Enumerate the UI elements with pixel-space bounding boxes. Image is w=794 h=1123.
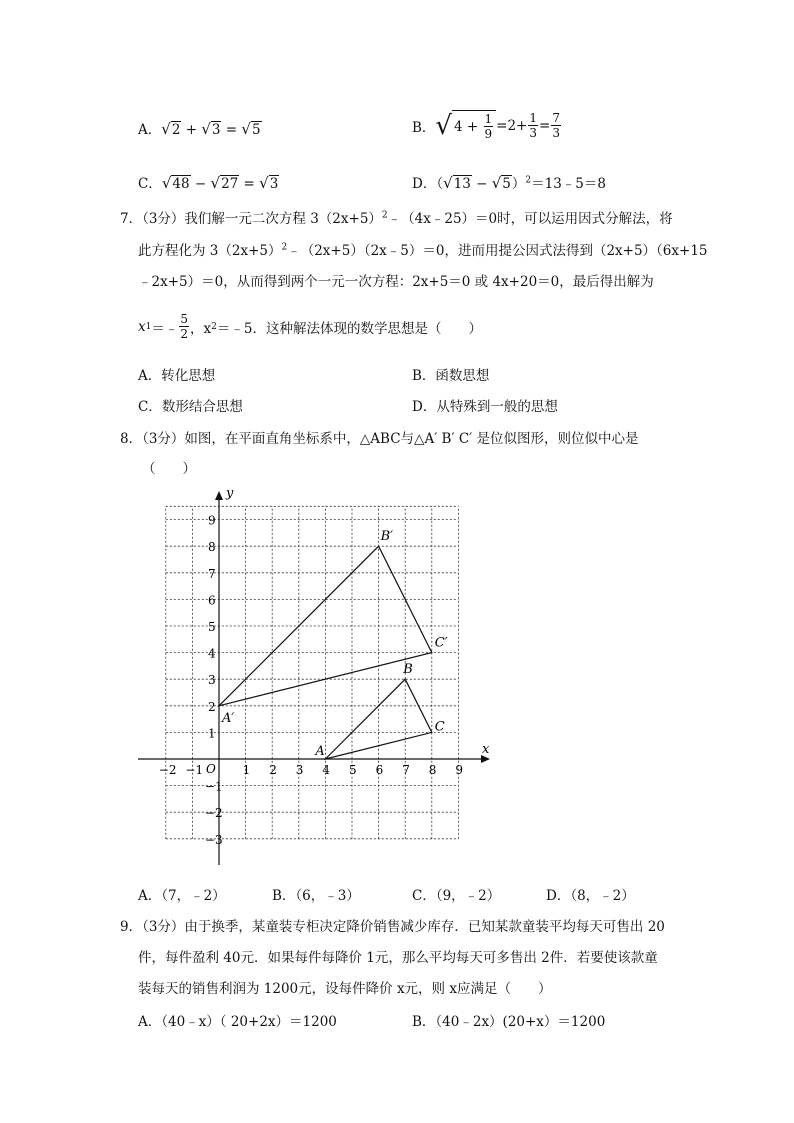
radicand: 5: [251, 122, 261, 138]
y-tick-label: −2: [205, 806, 223, 821]
x-tick-label: 4: [322, 763, 331, 777]
denominator: 3: [529, 126, 537, 140]
y-tick-label: 8: [208, 540, 216, 555]
point-label: B: [403, 662, 413, 678]
y-tick-label: −1: [205, 779, 223, 794]
q9-line-2: 件，每件盈利 40元．如果每件每降价 1元，那么平均每天可多售出 2件．若要使该款童: [138, 950, 658, 966]
q8-option-c: C．（9，﹣2）: [412, 888, 501, 904]
y-axis-label: y: [226, 486, 234, 501]
q9-option-b: B．（40﹣2x）(20+x）＝1200: [412, 1014, 606, 1030]
denominator: 3: [552, 126, 560, 140]
q7-option-d: D．从特殊到一般的思想: [412, 399, 558, 415]
equals: =: [539, 117, 551, 134]
sqrt-term: √5: [241, 120, 261, 138]
q8-line-1: 8．（3分）如图，在平面直角坐标系中，△ABC与△A′ B′ C′ 是位似图形，则位似中心是: [120, 431, 639, 447]
sqrt-term: √27: [210, 174, 239, 192]
x-tick-label: 2: [269, 763, 277, 777]
y-tick-labels: [205, 514, 223, 847]
radicand-int: 4: [454, 118, 463, 135]
sqrt-term: √3: [259, 174, 279, 192]
radicand: 27: [221, 176, 239, 192]
numerator: 5: [180, 312, 188, 326]
text: ＝﹣5．这种解法体现的数学思想是（ ）: [216, 320, 482, 337]
expr-rest: ＝13﹣5＝8: [531, 176, 606, 192]
numerator: 1: [529, 111, 537, 125]
q8-option-b: B．（6，﹣3）: [272, 888, 360, 904]
x-tick-label: −2: [158, 763, 177, 777]
q7-option-c: C．数形结合思想: [138, 399, 243, 415]
q7-line-3: ﹣2x+5）＝0，从而得到两个一元一次方程：2x+5＝0 或 4x+20＝0，最后得出解为: [138, 274, 654, 290]
y-tick-label: 3: [208, 673, 216, 688]
point-labels: [221, 529, 448, 759]
radicand: 3: [269, 176, 279, 192]
sqrt-term: √13: [443, 174, 471, 192]
q6-option-a: A．√2 + √3 = √5: [138, 120, 261, 138]
triangle-abc: [325, 679, 431, 759]
option-label: C．: [138, 176, 162, 192]
var: x: [138, 318, 146, 335]
x-tick-label: −1: [185, 763, 204, 777]
q7-option-b: B．函数思想: [412, 368, 490, 384]
x-tick-label: 8: [428, 763, 437, 777]
sqrt-term: √2: [161, 120, 181, 138]
y-tick-label: 1: [208, 726, 216, 741]
y-tick-label: 7: [208, 566, 216, 581]
x-axis-label: x: [482, 742, 490, 757]
q6-option-d: D．$(√13 - √5)^2=13﹣5=8$: [412, 174, 606, 192]
q8-option-d: D．（8，﹣2）: [546, 888, 635, 904]
q9-line-1: 9．（3分）由于换季，某童装专柜决定降价销售减少库存．已知某款童装平均每天可售出 20: [120, 919, 665, 935]
text: ﹣（4x﹣25）＝0时，可以运用因式分解法，将: [387, 211, 673, 227]
x-tick-label: 3: [295, 763, 304, 777]
option-label: D．（: [412, 176, 444, 192]
y-tick-label: 4: [208, 646, 216, 661]
point-label: A′: [222, 710, 235, 726]
radicand: 3: [211, 122, 221, 138]
text: ＝﹣: [151, 320, 179, 337]
denominator: 9: [484, 127, 493, 141]
point-label: B′: [380, 529, 394, 545]
q7-option-a: A．转化思想: [138, 368, 216, 384]
point-label: C′: [434, 635, 448, 651]
point-label: C: [434, 719, 445, 735]
text: ，x: [190, 320, 212, 337]
option-label: B．: [412, 119, 436, 136]
q9-line-3: 装每天的销售利润为 1200元，设每件降价 x元，则 x应满足（ ）: [138, 981, 552, 997]
text: 7．（3分）我们解一元二次方程 3（2x+5）: [120, 211, 382, 227]
text: 此方程化为 3（2x+5）: [138, 243, 282, 259]
sqrt-term: √5: [491, 174, 511, 192]
numerator: 7: [552, 111, 560, 125]
radicand: 2: [171, 122, 181, 138]
x-tick-label: 7: [402, 763, 410, 777]
denominator: 2: [180, 327, 188, 341]
x-tick-label: 5: [349, 763, 357, 777]
radicand: 5: [502, 176, 511, 192]
x-tick-labels: [159, 763, 463, 777]
subscript: 2: [211, 321, 217, 332]
radicand: 13: [453, 176, 471, 192]
text: ﹣（2x+5）（2x﹣5）＝0，进而用提公因式法得到（2x+5）（6x+15: [287, 243, 708, 259]
x-tick-label: 9: [455, 763, 464, 777]
sqrt-term: √48: [161, 174, 190, 192]
numerator: 1: [484, 112, 493, 126]
origin-label: O: [206, 762, 216, 776]
exponent: 2: [525, 175, 532, 186]
y-tick-label: 9: [208, 513, 216, 528]
exponent: 2: [381, 210, 388, 221]
q8-option-a: A．（7，﹣2）: [138, 888, 226, 904]
sqrt-term: √3: [201, 120, 221, 138]
subscript: 1: [145, 321, 152, 332]
q9-option-a: A．（40﹣x）（ 20+2x）＝1200: [138, 1014, 337, 1030]
point-label: A: [315, 744, 325, 759]
y-tick-label: 2: [208, 699, 216, 714]
q6-option-c: C．√48 − √27 = √3: [138, 174, 279, 192]
y-tick-label: 5: [208, 620, 216, 634]
y-tick-label: 6: [208, 593, 216, 608]
q6-option-b: B． √ 4 + $\frac{1}{9}$ =2+ $\frac{1}{3}$ = $\frac{7}{3}$: [412, 110, 560, 141]
y-axis-arrow-icon: [215, 491, 223, 500]
q8-line-2: （ ）: [142, 461, 196, 477]
radicand: 48: [172, 176, 190, 192]
option-label: A．: [138, 122, 162, 138]
expr-mid: =2+: [496, 117, 528, 134]
y-tick-label: −3: [205, 832, 223, 847]
paren: ）: [511, 176, 526, 192]
x-tick-label: 6: [375, 763, 384, 777]
exponent: 2: [281, 242, 288, 253]
x-tick-label: 1: [242, 763, 251, 777]
